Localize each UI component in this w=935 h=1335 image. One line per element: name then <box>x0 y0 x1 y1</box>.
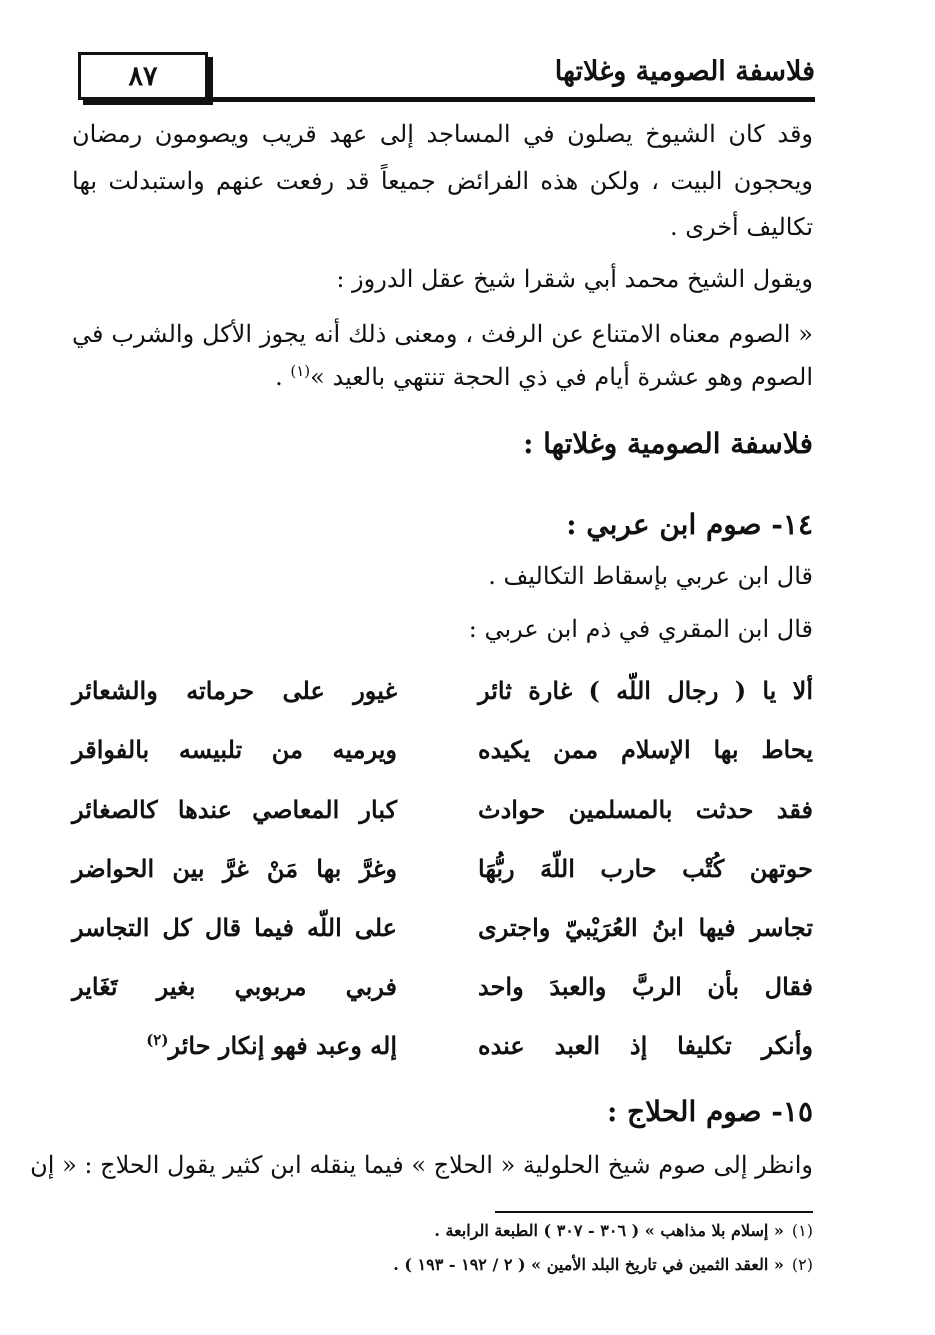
verse-3-right: فقد حدثت بالمسلمين حوادث <box>478 795 813 824</box>
text-line-a: قال ابن عربي بإسقاط التكاليف . <box>488 562 813 590</box>
page-number: ٨٧ <box>78 52 208 100</box>
quote-period: . <box>275 363 291 391</box>
quote-line-1: « الصوم معناه الامتناع عن الرفث ، ومعنى ذلك أنه يجوز الأكل والشرب في <box>72 320 813 348</box>
page-header <box>70 48 815 106</box>
verse-3-left: كبار المعاصي عندها كالصغائر <box>72 795 397 824</box>
verse-7-right: وأنكر تكليفا إذ العبد عنده <box>478 1031 813 1060</box>
footnote-ref-1: (١) <box>290 362 311 380</box>
footnote-1-text: « إسلام بلا مذاهب » ( ٣٠٦ - ٣٠٧ ) الطبعة الرابعة . <box>434 1221 784 1240</box>
verse-1-right: ألا يا ( رجال اللّه ) غارة ثائر <box>478 676 813 705</box>
verse-5-left: على اللّه فيما قال كل التجاسر <box>72 913 397 942</box>
paragraph-1-line-1: وقد كان الشيوخ يصلون في المساجد إلى عهد قريب ويصومون رمضان <box>72 120 814 148</box>
verse-6-right: فقال بأن الربَّ والعبدَ واحد <box>478 972 813 1001</box>
text-line-b: قال ابن المقري في ذم ابن عربي : <box>468 615 813 643</box>
verse-7-left-text: إله وعبد فهو إنكار حائر <box>168 1031 397 1060</box>
running-title: فلاسفة الصومية وغلاتها <box>554 56 815 87</box>
section-heading: فلاسفة الصومية وغلاتها : <box>523 427 813 460</box>
paragraph-2: ويقول الشيخ محمد أبي شقرا شيخ عقل الدروز : <box>336 265 813 293</box>
quote-text: الصوم وهو عشرة أيام في ذي الحجة تنتهي بالعيد » <box>310 363 813 391</box>
verse-1-left: غيور على حرماته والشعائر <box>72 676 397 705</box>
verse-2-right: يحاط بها الإسلام ممن يكيده <box>478 735 813 764</box>
footnote-rule <box>495 1211 813 1213</box>
subheading-14: ١٤- صوم ابن عربي : <box>566 508 813 541</box>
paragraph-1-line-2: ويحجون البيت ، ولكن هذه الفرائض جميعاً قد رفعت عنهم واستبدلت بها <box>72 167 813 195</box>
quote-line-2 <box>275 360 813 394</box>
subheading-15: ١٥- صوم الحلاج : <box>606 1095 813 1128</box>
footnote-1-mark: (١) <box>791 1221 813 1240</box>
footnote-ref-2: (٢) <box>146 1031 169 1049</box>
footnote-2 <box>393 1253 813 1277</box>
text-last-line: وانظر إلى صوم شيخ الحلولية « الحلاج » فيما ينقله ابن كثير يقول الحلاج : « إن <box>30 1151 813 1179</box>
verse-7-left <box>72 1029 397 1063</box>
footnote-1 <box>434 1219 813 1243</box>
verse-4-left: وغرَّ بها مَنْ غرَّ بين الحواضر <box>72 854 397 883</box>
paragraph-1-line-3: تكاليف أخرى . <box>669 213 813 241</box>
verse-6-left: فربي مربوبي بغير تَغَاير <box>72 972 397 1001</box>
footnote-2-text: « العقد الثمين في تاريخ البلد الأمين » ( ٢ / ١٩٢ - ١٩٣ ) . <box>393 1255 784 1274</box>
header-rule <box>208 97 815 102</box>
verse-2-left: ويرميه من تلبيسه بالفواقر <box>72 735 397 764</box>
verse-4-right: حوتهن كُتْب حارب اللّهَ ربُّهَا <box>478 854 813 883</box>
verse-5-right: تجاسر فيها ابنُ العُرَيْبيّ واجترى <box>478 913 813 942</box>
footnote-2-mark: (٢) <box>791 1255 813 1274</box>
